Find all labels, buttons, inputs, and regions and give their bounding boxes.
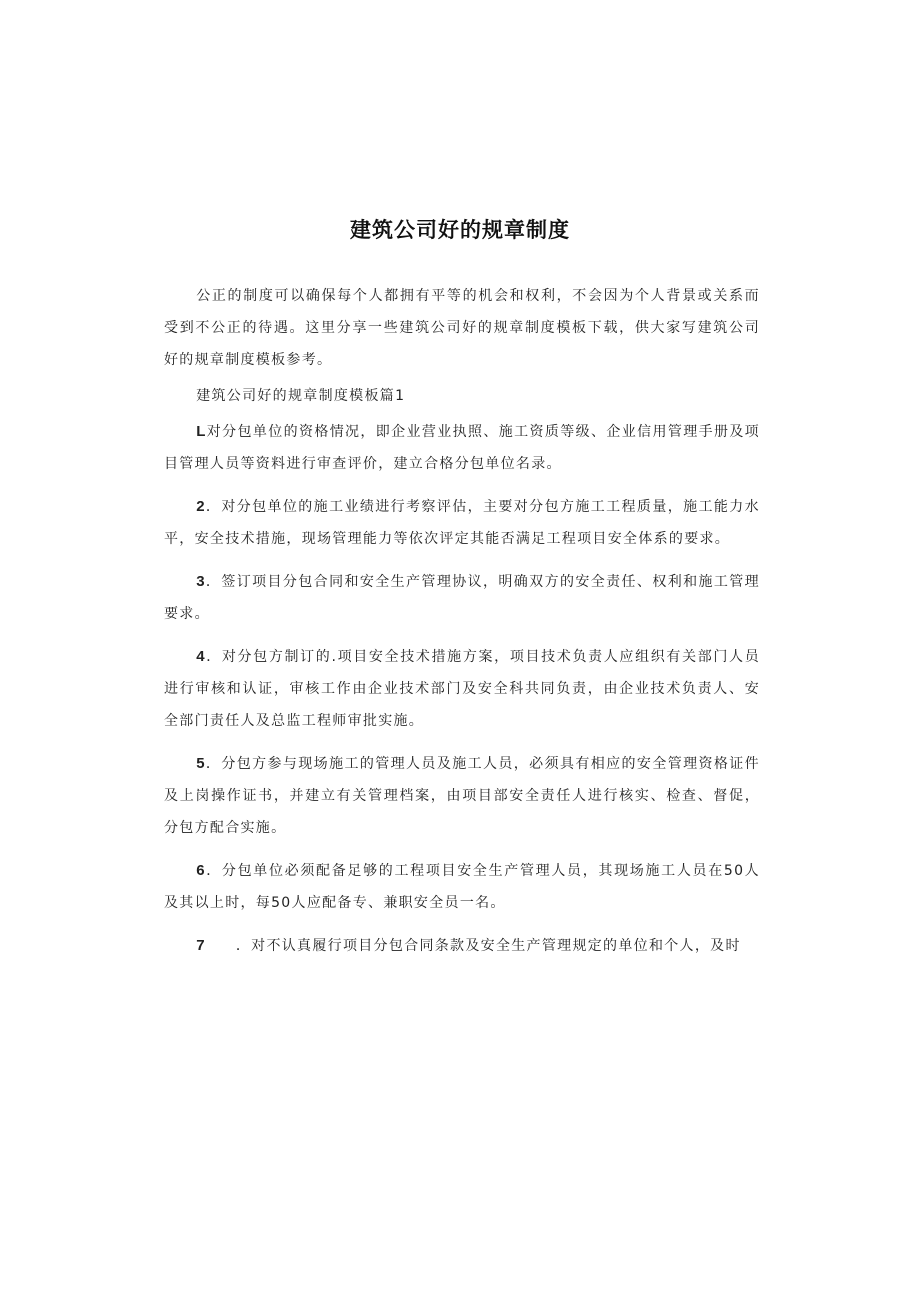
list-item (164, 855, 760, 919)
item-number: 4 (196, 648, 206, 665)
list-item (164, 566, 760, 630)
section-heading: 建筑公司好的规章制度模板篇1 (196, 388, 406, 404)
list-item (164, 930, 760, 962)
item-text: ．分包方参与现场施工的管理人员及施工人员，必须具有相应的安全管理资格证件及上岗操作证书，并建立有关管理档案，由项目部安全责任人进行核实、检查、督促，分包方配合实施。 (164, 756, 760, 836)
page-title: 建筑公司好的规章制度 (350, 218, 570, 242)
item-text: ．分包单位必须配备足够的工程项目安全生产管理人员，其现场施工人员在50人及其以上时，每50人应配备专、兼职安全员一名。 (164, 863, 760, 911)
item-text: ．签订项目分包合同和安全生产管理协议，明确双方的安全责任、权利和施工管理要求。 (164, 574, 760, 622)
item-text: ．对分包方制订的.项目安全技术措施方案，项目技术负责人应组织有关部门人员进行审核和认证，审核工作由企业技术部门及安全科共同负责，由企业技术负责人、安全部门责任人及总监工程师审批实施。 (164, 649, 760, 729)
item-text: ．对分包单位的施工业绩进行考察评估，主要对分包方施工工程质量，施工能力水平，安全技术措施，现场管理能力等依次评定其能否满足工程项目安全体系的要求。 (164, 499, 760, 547)
item-number: 6 (196, 862, 206, 879)
document-body (164, 280, 760, 973)
item-number: 7 (196, 937, 206, 954)
item-text: ．对不认真履行项目分包合同条款及安全生产管理规定的单位和个人，及时 (235, 938, 741, 954)
item-number: 2 (196, 498, 206, 515)
intro-paragraph: 公正的制度可以确保每个人都拥有平等的机会和权利，不会因为个人背景或关系而受到不公正的待遇。这里分享一些建筑公司好的规章制度模板下载，供大家写建筑公司好的规章制度模板参考。 (164, 288, 760, 368)
list-item (164, 416, 760, 480)
item-number: L (196, 423, 207, 440)
list-item (164, 641, 760, 737)
list-item (164, 748, 760, 844)
item-number: 3 (196, 573, 206, 590)
list-item (164, 491, 760, 555)
item-number: 5 (196, 755, 206, 772)
item-text: 对分包单位的资格情况，即企业营业执照、施工资质等级、企业信用管理手册及项目管理人员等资料进行审查评价，建立合格分包单位名录。 (164, 424, 760, 472)
